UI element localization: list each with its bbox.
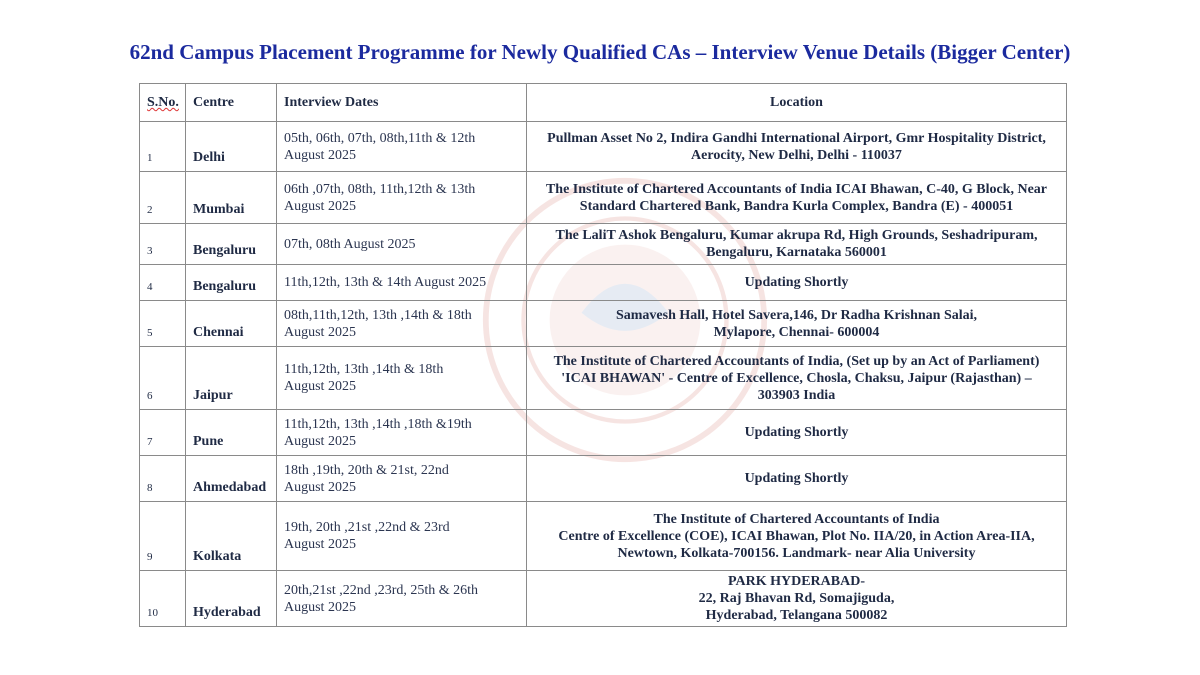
venue-table: [139, 83, 1067, 627]
table-row: [140, 122, 1067, 172]
table-row: [140, 502, 1067, 571]
row-dates: 05th, 06th, 07th, 08th,11th & 12th August 2025: [277, 122, 527, 172]
header-interview-dates: Interview Dates: [277, 84, 527, 122]
row-centre: Bengaluru: [186, 265, 277, 301]
row-location: PARK HYDERABAD- 22, Raj Bhavan Rd, Somajiguda, Hyderabad, Telangana 500082: [527, 571, 1067, 627]
row-sno: 10: [140, 571, 186, 627]
table-row: [140, 347, 1067, 410]
row-centre: Ahmedabad: [186, 456, 277, 502]
row-location: The Institute of Chartered Accountants of India Centre of Excellence (COE), ICAI Bhawan, Plot No. IIA/20, in Action Area-IIA, Newtown, Kolkata-700156. Landmark- near Alia University: [527, 502, 1067, 571]
row-dates: 06th ,07th, 08th, 11th,12th & 13th August 2025: [277, 172, 527, 224]
row-location: The Institute of Chartered Accountants of India ICAI Bhawan, C-40, G Block, Near Standard Chartered Bank, Bandra Kurla Complex, Bandra (E) - 400051: [527, 172, 1067, 224]
row-centre: Bengaluru: [186, 224, 277, 265]
row-sno: 8: [140, 456, 186, 502]
row-centre: Kolkata: [186, 502, 277, 571]
row-dates: 19th, 20th ,21st ,22nd & 23rd August 2025: [277, 502, 527, 571]
row-centre: Chennai: [186, 301, 277, 347]
row-sno: 9: [140, 502, 186, 571]
row-sno: 2: [140, 172, 186, 224]
row-location: Samavesh Hall, Hotel Savera,146, Dr Radha Krishnan Salai, Mylapore, Chennai- 600004: [527, 301, 1067, 347]
table-row: [140, 301, 1067, 347]
row-sno: 6: [140, 347, 186, 410]
table-row: [140, 410, 1067, 456]
row-location: Updating Shortly: [527, 265, 1067, 301]
row-dates: 11th,12th, 13th ,14th ,18th &19th August 2025: [277, 410, 527, 456]
row-sno: 3: [140, 224, 186, 265]
row-location: Pullman Asset No 2, Indira Gandhi International Airport, Gmr Hospitality District, Aerocity, New Delhi, Delhi - 110037: [527, 122, 1067, 172]
row-centre: Pune: [186, 410, 277, 456]
table-row: [140, 172, 1067, 224]
header-location: Location: [527, 84, 1067, 122]
row-location: Updating Shortly: [527, 456, 1067, 502]
row-dates: 07th, 08th August 2025: [277, 224, 527, 265]
header-sno: S.No.: [140, 84, 186, 122]
row-sno: 4: [140, 265, 186, 301]
row-centre: Delhi: [186, 122, 277, 172]
table-header-row: [140, 84, 1067, 122]
table-row: [140, 571, 1067, 627]
row-location: The LaliT Ashok Bengaluru, Kumar akrupa Rd, High Grounds, Seshadripuram, Bengaluru, Karnataka 560001: [527, 224, 1067, 265]
row-location: The Institute of Chartered Accountants of India, (Set up by an Act of Parliament) 'ICAI BHAWAN' - Centre of Excellence, Chosla, Chaksu, Jaipur (Rajasthan) – 303903 India: [527, 347, 1067, 410]
table-row: [140, 456, 1067, 502]
row-sno: 7: [140, 410, 186, 456]
row-dates: 08th,11th,12th, 13th ,14th & 18th August 2025: [277, 301, 527, 347]
row-dates: 11th,12th, 13th & 14th August 2025: [277, 265, 527, 301]
row-dates: 20th,21st ,22nd ,23rd, 25th & 26th August 2025: [277, 571, 527, 627]
table-row: [140, 224, 1067, 265]
header-centre: Centre: [186, 84, 277, 122]
row-location: Updating Shortly: [527, 410, 1067, 456]
row-sno: 5: [140, 301, 186, 347]
row-dates: 18th ,19th, 20th & 21st, 22nd August 2025: [277, 456, 527, 502]
row-centre: Mumbai: [186, 172, 277, 224]
row-centre: Jaipur: [186, 347, 277, 410]
table-row: [140, 265, 1067, 301]
page-title: 62nd Campus Placement Programme for Newly Qualified CAs – Interview Venue Details (Bigger Center): [129, 40, 1071, 64]
row-dates: 11th,12th, 13th ,14th & 18th August 2025: [277, 347, 527, 410]
row-centre: Hyderabad: [186, 571, 277, 627]
row-sno: 1: [140, 122, 186, 172]
